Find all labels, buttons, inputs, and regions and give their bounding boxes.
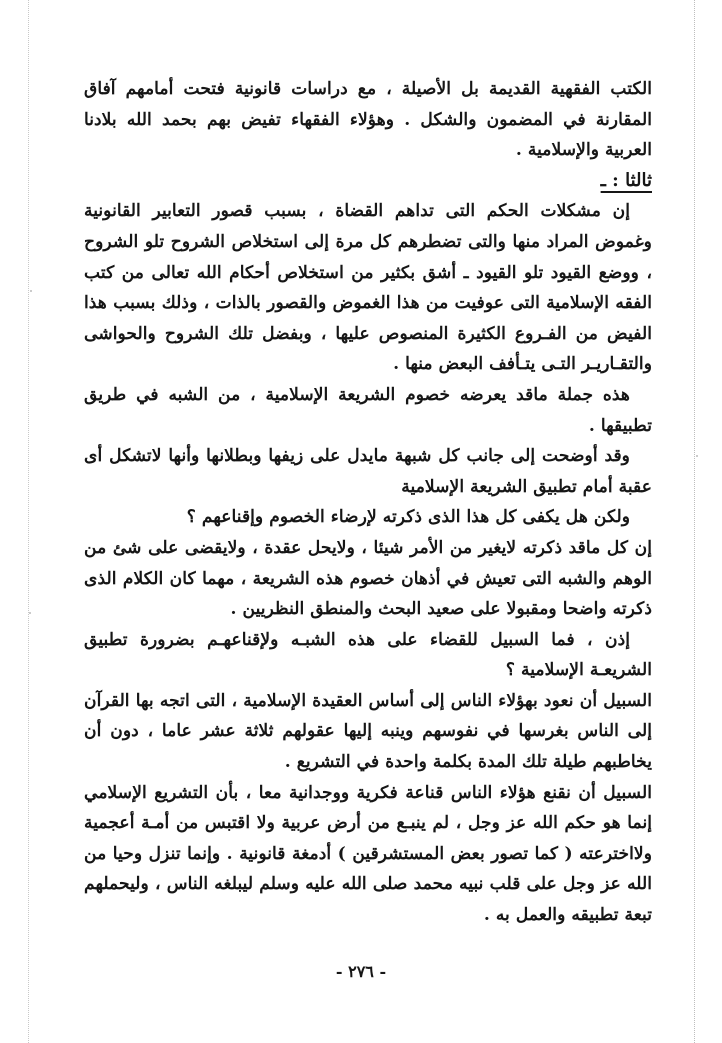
paragraph-answer: إن كل ماقد ذكرته لايغير من الأمر شيئا ، ولايحل عقدة ، ولايقضى على شئ من الوهم والشبه التى تعيش في أذهان خصوم هذه الشريعة ، مهما كان الكلام الذى ذكرته واضحا ومقبولا على صعيد البحث والمنطق النظريين . — [84, 537, 652, 620]
paragraph-third: إن مشكلات الحكم التى تداهم القضاة ، بسبب قصور التعابير القانونية وغموض المراد منها والتى تضطرهم كل مرة إلى استخلاص الشروح تلو الشروح ، ووضع القيود تلو القيود ـ أشق بكثير من استخلاص أحكام الله تعالى من كتب الفقه الإسلامية التى عوفيت من هذا الغموض والقصور بالذات ، وذلك بسبب هذا الفيض من الفـروع الكثيرة المنصوص عليها ، وبفضل تلك الشروح والحواشى والتقـاريـر التـى يتـأفف البعض منها . — [84, 201, 652, 375]
scan-right-edge — [694, 0, 695, 1043]
page-body-text — [84, 74, 652, 931]
page-number: - ٢٧٦ - — [335, 962, 387, 981]
paragraph-way-one: السبيل أن نعود بهؤلاء الناس إلى أساس العقيدة الإسلامية ، التى اتجه بها القرآن إلى الناس بغرسها في نفوسهم وينبه إليها عقولهم ثلاثة عشر عاما ، دون أن يخاطبهم طيلة تلك المدة بكلمة واحدة في التشريع . — [84, 690, 652, 773]
scan-left-edge — [28, 0, 29, 1043]
paragraph-question: ولكن هل يكفى كل هذا الذى ذكرته لإرضاء الخصوم وإقناعهم ؟ — [186, 507, 630, 528]
scan-speck — [29, 612, 31, 614]
paragraph-summary: هذه جملة ماقد يعرضه خصوم الشريعة الإسلامية ، من الشبه في طريق تطبيقها . — [84, 384, 652, 436]
paragraph-way-two: السبيل أن نقنع هؤلاء الناس قناعة فكرية ووجدانية معا ، بأن التشريع الإسلامي إنما هو حكم الله عز وجل ، لم ينبـع من أرض عربية ولا اقتبس من أمـة أعجمية ولااخترعته ( كما تصور بعض المستشرقين ) أدمغة قانونية . وإنما تنزل وحيا من الله عز وجل على قلب نبيه محمد صلى الله عليه وسلم ليبلغه الناس ، وليحملهم تبعة تطبيقه والعمل به . — [84, 782, 652, 926]
paragraph-intro: الكتب الفقهية القديمة بل الأصيلة ، مع دراسات قانونية فتحت أمامهم آفاق المقارنة في المضمون والشكل . وهؤلاء الفقهاء تفيض بهم بحمد الله بلادنا العربية والإسلامية . — [84, 79, 652, 161]
section-heading-third: ثالثا : ـ — [600, 169, 652, 191]
scan-speck — [30, 290, 32, 292]
paragraph-way-question: إذن ، فما السبيل للقضاء على هذه الشبـه ولإقناعهـم بضرورة تطبيق الشريعـة الإسلامية ؟ — [84, 629, 652, 681]
paragraph-refuted: وقد أوضحت إلى جانب كل شبهة مايدل على زيفها وبطلانها وأنها لاتشكل أى عقبة أمام تطبيق الشريعة الإسلامية — [84, 446, 652, 497]
scan-speck — [696, 455, 698, 457]
